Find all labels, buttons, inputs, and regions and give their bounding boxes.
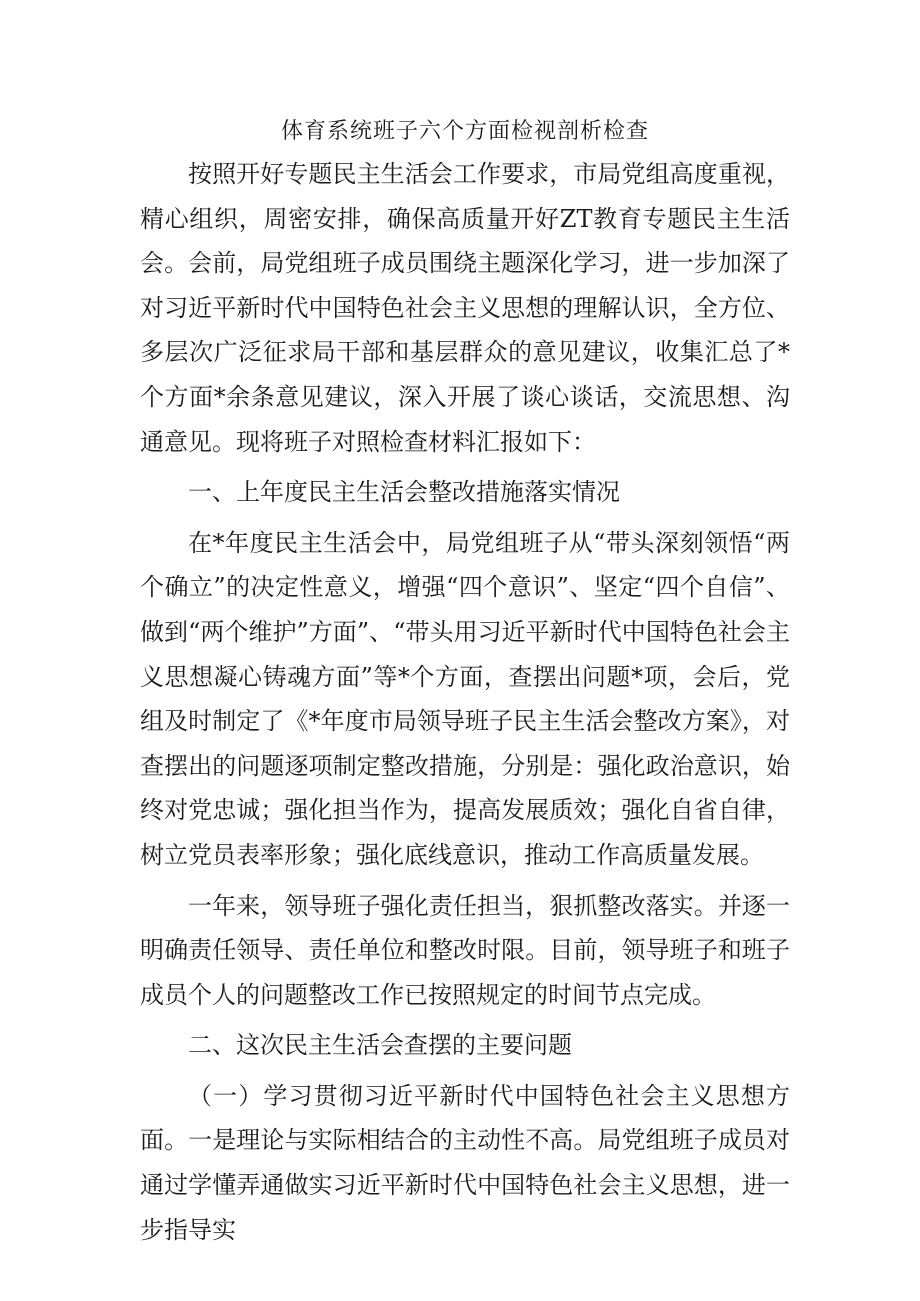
section-heading-1: 一、上年度民主生活会整改措施落实情况 bbox=[188, 478, 620, 507]
document-body bbox=[140, 112, 790, 1252]
section-heading-2: 二、这次民主生活会查摆的主要问题 bbox=[188, 1031, 572, 1060]
section2-paragraph-1: （一）学习贯彻习近平新时代中国特色社会主义思想方面。一是理论与实际相结合的主动性不高。局党组班子成员对通过学懂弄通做实习近平新时代中国特色社会主义思想，进一步指导实 bbox=[140, 1081, 790, 1244]
intro-paragraph: 按照开好专题民主生活会工作要求，市局党组高度重视，精心组织，周密安排，确保高质量开好ZT教育专题民主生活会。会前，局党组班子成员围绕主题深化学习，进一步加深了对习近平新时代中国特色社会主义思想的理解认识，全方位、多层次广泛征求局干部和基层群众的意见建议，收集汇总了*个方面*余条意见建议，深入开展了谈心谈话，交流思想、沟通意见。现将班子对照检查材料汇报如下： bbox=[140, 160, 790, 456]
document-title: 体育系统班子六个方面检视剖析检查 bbox=[280, 119, 649, 144]
section1-paragraph-1: 在*年度民主生活会中，局党组班子从“带头深刻领悟“两个确立”的决定性意义，增强“四个意识”、坚定“四个自信”、做到“两个维护”方面”、“带头用习近平新时代中国特色社会主义思想凝心铸魂方面”等*个方面，查摆出问题*项，会后，党组及时制定了《*年度市局领导班子民主生活会整改方案》，对查摆出的问题逐项制定整改措施，分别是：强化政治意识，始终对党忠诚；强化担当作为，提高发展质效；强化自省自律，树立党员表率形象；强化底线意识，推动工作高质量发展。 bbox=[140, 528, 790, 869]
section1-paragraph-2: 一年来，领导班子强化责任担当，狠抓整改落实。并逐一明确责任领导、责任单位和整改时限。目前，领导班子和班子成员个人的问题整改工作已按照规定的时间节点完成。 bbox=[140, 891, 790, 1009]
